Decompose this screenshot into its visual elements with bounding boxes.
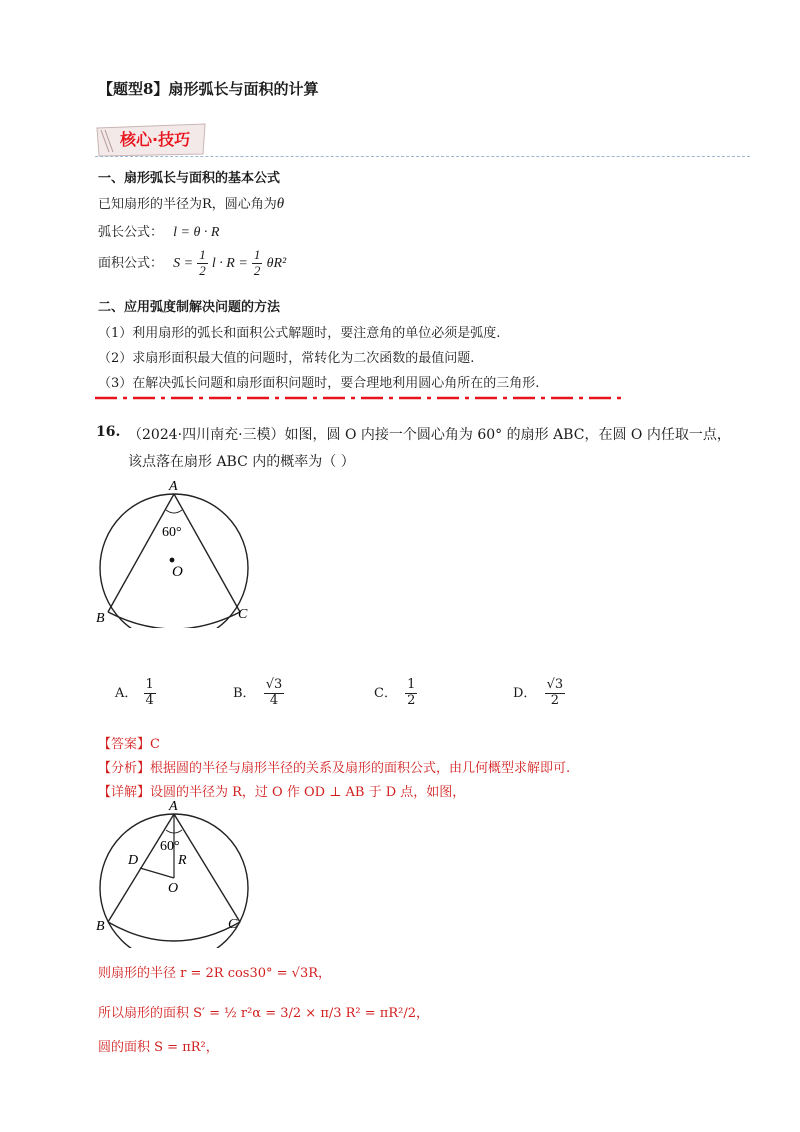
segment-ac-2 [174,814,240,922]
detail-line: 【详解】设圆的半径为 R，过 O 作 OD ⊥ AB 于 D 点，如图， [98,785,466,800]
section-end-divider [95,394,625,402]
segment-ab [108,494,174,612]
question-line-2: 该点落在扇形 ABC 内的概率为（ ） [128,454,355,470]
option-a[interactable]: A． $\frac{1}{4}$ [115,677,154,708]
section1-heading: 一、扇形弧长与面积的基本公式 [98,171,281,186]
label-angle: 60° [162,525,182,540]
question-line-1: （2024·四川南充·三模）如图，圆 O 内接一个圆心角为 60° 的扇形 ABC，在圆 O 内任取一点， [128,427,731,443]
badge-label: 核心·技巧 [120,130,191,149]
solution-line-2: 所以扇形的面积 S′ = ½ r²α = 3/2 × π/3 R² = πR²/2， [98,1006,429,1021]
center-dot [170,558,175,563]
divider [95,156,750,157]
arc-bc-2 [108,922,240,941]
question-number: 16. [96,424,121,440]
label-b-2: B [96,919,105,934]
analysis-line: 【分析】根据圆的半径与扇形半径的关系及扇形的面积公式，由几何概型求解即可. [98,761,571,776]
solution-line-3: 圆的面积 S = πR²， [98,1040,219,1055]
segment-ac [174,494,240,612]
arc-formula-line: 弧长公式： l = θ · R [98,225,220,240]
label-angle-2: 60° [160,839,180,854]
option-d[interactable]: D． $\frac{√3}{2}$ [513,677,564,708]
label-a-2: A [169,799,178,814]
method-item-1: （1）利用扇形的弧长和面积公式解题时，要注意角的单位必须是弧度. [98,326,501,341]
segment-od [140,868,174,878]
solution-line-1: 则扇形的半径 r = 2R cos30° = √3R， [98,966,332,981]
page-title: 【题型8】扇形弧长与面积的计算 [98,80,319,98]
option-c[interactable]: C． $\frac{1}{2}$ [374,677,416,708]
label-o: O [172,564,183,580]
method-item-3: （3）在解决弧长问题和扇形面积问题时，要合理地利用圆心角所在的三角形. [98,376,540,391]
solution-figure [92,798,262,948]
given-text: 已知扇形的半径为R，圆心角为θ [98,196,285,212]
answer-line: 【答案】C [98,737,160,752]
label-o-2: O [168,881,179,896]
question-figure [92,478,262,628]
label-d: D [128,853,139,868]
label-b: B [96,611,105,626]
option-b[interactable]: B． $\frac{√3}{4}$ [233,677,283,708]
section2-heading: 二、应用弧度制解决问题的方法 [98,300,281,315]
label-r: R [178,853,187,868]
label-c: C [238,607,248,622]
label-c-2: C [228,917,238,932]
area-formula-line: 面积公式： S = $\frac{1}{2}$ l · R = $\frac{1}{2}$ θR² [98,247,287,278]
label-a: A [169,479,178,494]
angle-arc [166,510,182,513]
method-item-2: （2）求扇形面积最大值的问题时，常转化为二次函数的最值问题. [98,351,475,366]
